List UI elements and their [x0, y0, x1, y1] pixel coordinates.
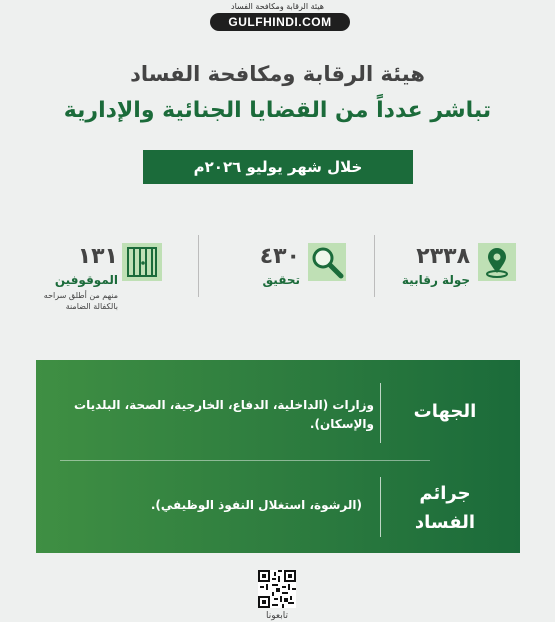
panel-separator	[380, 383, 381, 443]
period-banner: خلال شهر يوليو ٢٠٢٦م	[143, 150, 413, 184]
qr-code[interactable]	[258, 570, 296, 608]
prison-bars-icon	[122, 243, 162, 281]
stat-investigations-value: ٤٣٠	[259, 244, 300, 269]
magnifier-icon	[308, 243, 346, 281]
stat-detainees-label: الموقوفين	[54, 273, 118, 287]
panel-separator	[380, 477, 381, 537]
stat-investigations-label: تحقيق	[262, 273, 300, 287]
panel-divider	[60, 460, 430, 461]
stat-rounds-label: جولة رقابية	[401, 273, 470, 287]
site-badge[interactable]: GULFHINDI.COM	[210, 13, 350, 31]
qr-caption: تابعونا	[266, 611, 288, 621]
crimes-text: (الرشوة، استغلال النفوذ الوظيفي).	[150, 498, 362, 512]
crimes-title-line1: جرائم	[419, 483, 471, 504]
location-pin-icon	[478, 243, 516, 281]
stat-rounds-value: ٢٣٣٨	[416, 244, 470, 269]
stat-divider	[198, 235, 199, 297]
page-title: هيئة الرقابة ومكافحة الفساد	[130, 62, 425, 86]
page-subtitle: تباشر عدداً من القضايا الجنائية والإدارية	[63, 98, 492, 123]
stat-detainees-note: منهم من أطلق سراحه بالكفالة الضامنة	[43, 291, 118, 311]
entities-text: وزارات (الداخلية، الدفاع، الخارجية، الصحة، البلديات والإسكان).	[74, 398, 374, 431]
header-caption: هيئة الرقابة ومكافحة الفساد	[231, 2, 324, 11]
entities-title: الجهات	[413, 401, 477, 422]
stat-detainees-value: ١٣١	[77, 244, 118, 269]
stat-divider	[374, 235, 375, 297]
crimes-title-line2: الفساد	[414, 512, 476, 533]
